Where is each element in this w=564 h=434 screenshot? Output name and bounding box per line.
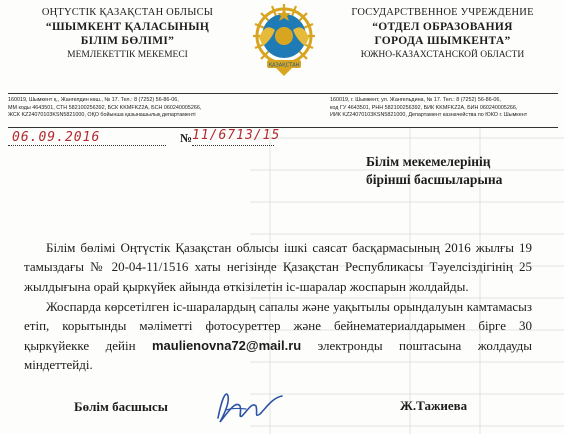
header-left-line2: “ШЫМКЕНТ ҚАЛАСЫНЫҢ — [45, 21, 210, 33]
header-right — [325, 6, 560, 62]
header-left-line1: ОҢТҮСТІК ҚАЗАҚСТАН ОБЛЫСЫ — [41, 7, 214, 18]
requisites-left-line: ЖСК KZ24070103KSN5821000, ОҚО бойынша қазынашылық департаменті — [8, 112, 196, 119]
email-address[interactable]: maulienovna72@mail.ru — [151, 337, 302, 353]
header-right-line2: “ОТДЕЛ ОБРАЗОВАНИЯ — [372, 21, 513, 33]
addressee — [366, 153, 502, 189]
requisites-left-line: ММ коды 4643501, СТН 582100256392, БСК KKMFKZ2A, БСН 060240005266, — [8, 104, 202, 111]
number-underline — [192, 145, 274, 146]
body-paragraph-1: Білім бөлімі Оңтүстік Қазақстан облысы ішкі саясат басқармасының 2016 жылғы 19 тамыздағы № 20-04-11/1516 хаты негізінде Қазақстан Республикасы Тәуелсіздігінің 25 жылдығына орай қыркүйек айында өткізілетін іс-шаралар жоспарын жолдайды. — [24, 240, 532, 294]
header-right-line4: ЮЖНО-КАЗАХСТАНСКОЙ ОБЛАСТИ — [360, 50, 525, 60]
requisites-divider — [8, 127, 558, 128]
paragraph-2-end: электронды поштасына жолдауды міндеттейді. — [24, 337, 532, 373]
addressee-line1: Білім мекемелерінің — [366, 154, 491, 169]
requisites-left — [8, 97, 308, 120]
signatory-name: Ж.Тажиева — [400, 398, 468, 413]
body-paragraph-2 — [24, 297, 532, 375]
state-emblem-icon — [251, 0, 317, 80]
header-right-line1: ГОСУДАРСТВЕННОЕ УЧРЕЖДЕНИЕ — [351, 7, 534, 18]
svg-text:ҚАЗАҚСТАН: ҚАЗАҚСТАН — [268, 62, 300, 69]
handwritten-signature — [212, 388, 286, 426]
document-number: 11/6713/15 — [192, 128, 281, 143]
requisites-left-line: 160019, Шымкент қ., Жангелдин көш., № 17. Тел.: 8 (7252) 56-86-06, — [8, 97, 179, 103]
header-divider — [8, 93, 558, 94]
requisites-right-line: код ГУ 4643501, РНН 582100256392, БИК KKMFKZ2A, БИН 060240005266, — [330, 104, 518, 111]
requisites-right — [330, 97, 564, 120]
requisites-right-line: 160019, г. Шымкент, ул. Жангельдина, № 17. Тел.: 8 (7252) 56-86-06, — [330, 97, 501, 103]
header-right-line3: ГОРОДА ШЫМКЕНТА” — [374, 35, 511, 47]
date-underline — [8, 145, 166, 146]
signatory-role: Бөлім басшысы — [74, 399, 168, 414]
document-date: 06.09.2016 — [12, 130, 101, 145]
addressee-line2: бірінші басшыларына — [366, 172, 503, 187]
requisites-right-line: ИИК KZ24070103KSN5821000, Департамент казначейства по ЮКО г. Шымкент — [330, 112, 528, 119]
header-left-line4: МЕМЛЕКЕТТІК МЕКЕМЕСІ — [67, 50, 188, 60]
header-left — [20, 6, 235, 62]
header-left-line3: БІЛІМ БӨЛІМІ” — [80, 35, 175, 47]
paragraph-2-start: Жоспарда көрсетілген іс-шаралардың сапалы және уақытылы орындалуын камтамасыз етіп, корытынды мәліметті фотосуреттер және бейнематериалдарымен бірге 30 қыркүйекке дейін — [24, 299, 532, 353]
number-sign: № — [180, 131, 193, 145]
